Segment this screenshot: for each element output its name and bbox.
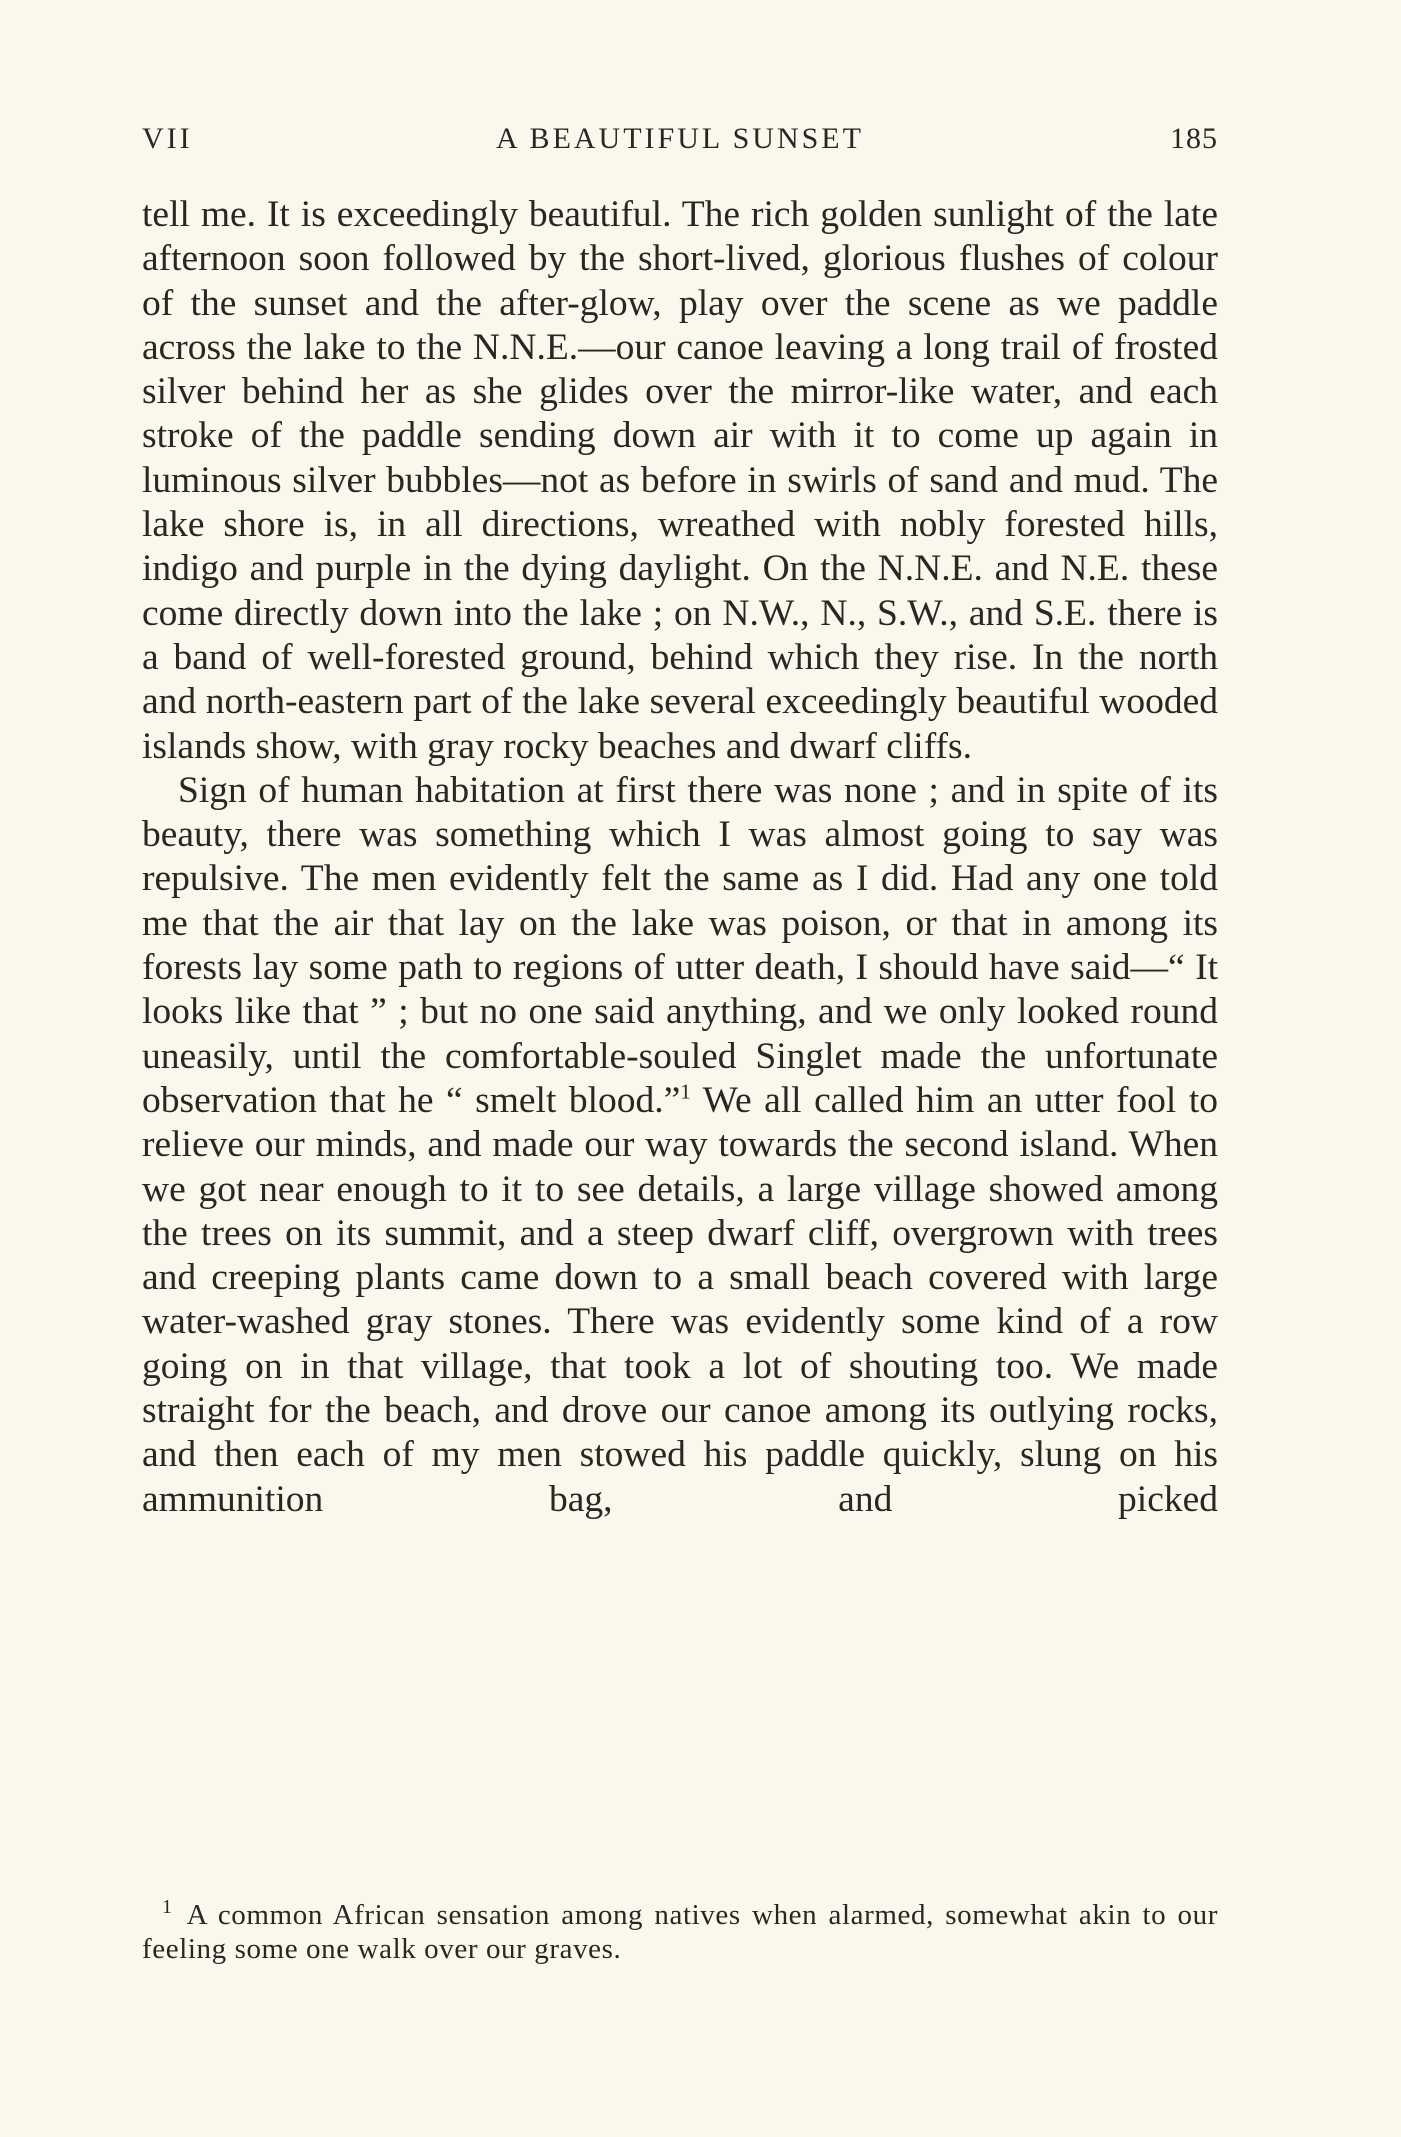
running-head (142, 122, 1218, 162)
page-number: 185 (1170, 122, 1218, 155)
paragraph-text: tell me. It is exceedingly beautiful. The rich golden sunlight of the late afternoon soon followed by the short-lived, glorious flushes of colour of the sunset and the after-glow, play over the scene as we paddle across the lake to the N.N.E.—our canoe leaving a long trail of frosted silver behind her as she glides over the mirror-like water, and each stroke of the paddle sending down air with it to come up again in luminous silver bubbles—not as before in swirls of sand and mud. The lake shore is, in all directions, wreathed with nobly forested hills, indigo and purple in the dying daylight. On the N.N.E. and N.E. these come directly down into the lake ; on N.W., N., S.W., and S.E. there is a band of well-forested ground, behind which they rise. In the north and north-eastern part of the lake several exceedingly beautiful wooded islands show, with gray rocky beaches and dwarf cliffs. (142, 194, 1218, 767)
paragraph (142, 193, 1218, 769)
body-text (142, 193, 1218, 1522)
chapter-number: VII (142, 122, 193, 155)
footnote-reference[interactable]: 1 (680, 1079, 691, 1104)
paragraph-text: We all called him an utter fool to relieve our minds, and made our way towards the second island. When we got near enough to it to see details, a large village showed among the trees on its summit, and a steep dwarf cliff, overgrown with trees and creeping plants came down to a small beach covered with large water-washed gray stones. There was evidently some kind of a row going on in that village, that took a lot of shouting too. We made straight for the beach, and drove our canoe among its outlying rocks, and then each of my men stowed his paddle quickly, slung on his ammunition bag, and picked (142, 1079, 1218, 1520)
footnote (142, 1898, 1218, 1966)
running-title: A BEAUTIFUL SUNSET (496, 122, 864, 155)
footnotes (142, 1898, 1218, 1966)
paragraph (142, 769, 1218, 1522)
footnote-mark: 1 (162, 1896, 173, 1919)
footnote-text: A common African sensation among natives when alarmed, somewhat akin to our feeling some one walk over our graves. (142, 1899, 1218, 1965)
paragraph-text: Sign of human habitation at first there was none ; and in spite of its beauty, there was something which I was almost going to say was repulsive. The men evidently felt the same as I did. Had any one told me that the air that lay on the lake was poison, or that in among its forests lay some path to regions of utter death, I should have said—“ It looks like that ” ; but no one said anything, and we only looked round uneasily, until the comfortable-souled Singlet made the unfortunate observation that he “ smelt blood.” (142, 769, 1218, 1121)
